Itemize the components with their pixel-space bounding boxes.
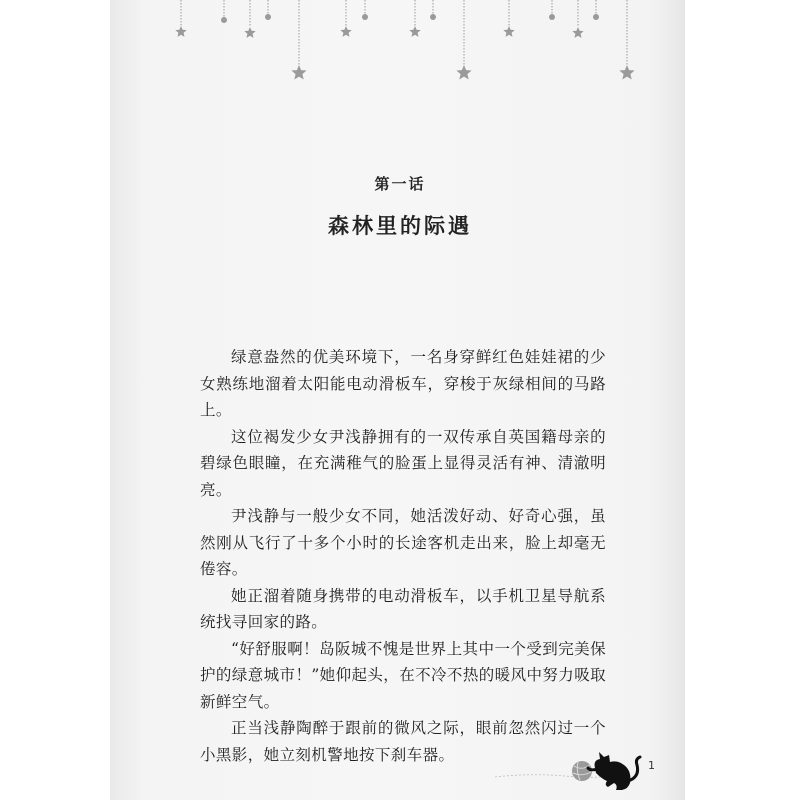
hanging-bead-icon <box>265 14 271 20</box>
hanging-bead-icon <box>593 14 599 20</box>
hanging-star-icon <box>619 65 634 80</box>
hanging-star-icon <box>291 65 306 80</box>
paragraph: 她正溜着随身携带的电动滑板车，以手机卫星导航系统找寻回家的路。 <box>200 586 606 631</box>
paragraph: 尹浅静与一般少女不同，她活泼好动、好奇心强，虽然刚从飞行了十多个小时的长途客机走出来，脸上却毫无倦容。 <box>200 507 606 578</box>
paragraph: 正当浅静陶醉于跟前的微风之际，眼前忽然闪过一个小黑影，她立刻机警地按下刹车器。 <box>200 719 606 764</box>
hanging-star-icon <box>456 65 471 80</box>
page-number: 1 <box>648 759 655 772</box>
hanging-bead-icon <box>221 17 227 23</box>
hanging-bead-icon <box>362 14 368 20</box>
hanging-star-icon <box>503 26 514 37</box>
hanging-star-icon <box>175 26 186 37</box>
chapter-number: 第一话 <box>374 175 426 193</box>
hanging-stars-decoration <box>0 0 800 110</box>
paragraph: 这位褐发少女尹浅静拥有的一双传承自英国籍母亲的碧绿色眼瞳，在充满稚气的脸蛋上显得灵活有神、清澈明亮。 <box>200 427 606 499</box>
paragraph: “好舒服啊！岛阪城不愧是世界上其中一个受到完美保护的绿意城市！”她仰起头，在不冷不热的暖风中努力吸取新鲜空气。 <box>200 639 606 711</box>
hanging-bead-icon <box>549 14 555 20</box>
hanging-star-icon <box>572 27 583 38</box>
body-text <box>200 344 606 768</box>
hanging-bead-icon <box>430 14 436 20</box>
chapter-title: 森林里的际遇 <box>328 213 472 238</box>
paragraph: 绿意盎然的优美环境下，一名身穿鲜红色娃娃裙的少女熟练地溜着太阳能电动滑板车，穿梭于灰绿相间的马路上。 <box>200 348 606 419</box>
cat-with-yarn-illustration <box>490 735 650 795</box>
hanging-star-icon <box>409 26 420 37</box>
hanging-star-icon <box>244 27 255 38</box>
hanging-star-icon <box>340 26 351 37</box>
cat-icon <box>588 752 640 790</box>
yarn-ball-icon <box>572 761 592 781</box>
